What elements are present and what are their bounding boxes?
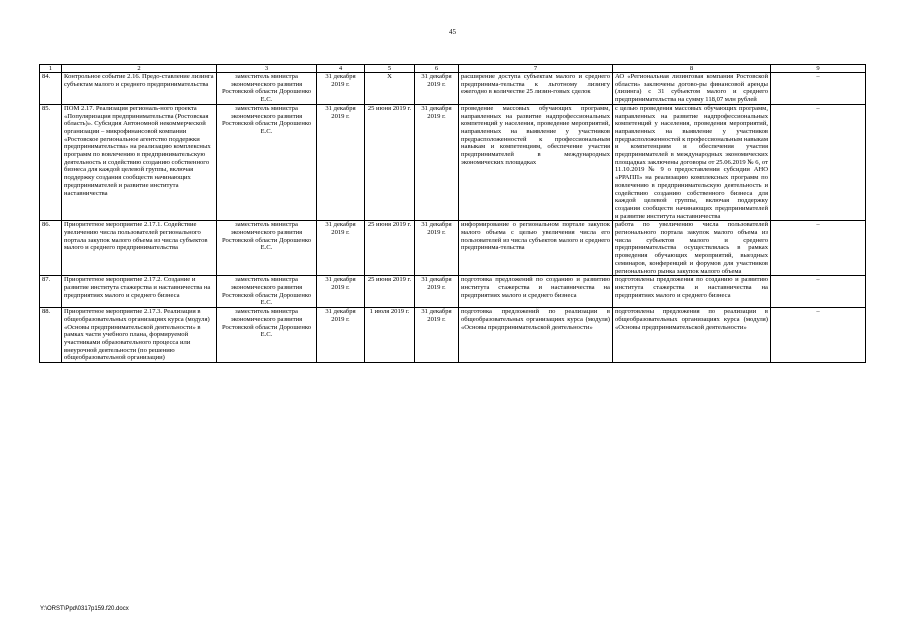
- plan-date: 31 декабря 2019 г.: [317, 73, 365, 105]
- row-number: 84.: [40, 73, 62, 105]
- plan-date: 31 декабря 2019 г.: [317, 308, 365, 363]
- row-number: 85.: [40, 104, 62, 221]
- plan-date: 31 декабря 2019 г.: [317, 221, 365, 276]
- table-row: [40, 308, 866, 363]
- start-date: 25 июня 2019 г.: [365, 276, 415, 308]
- end-date: 31 декабря 2019 г.: [415, 276, 459, 308]
- responsible-person: заместитель министра экономического развития Ростовской области Дорошенко Е.С.: [217, 276, 317, 308]
- plan-date: 31 декабря 2019 г.: [317, 104, 365, 221]
- actual-result: подготовлены предложения по реализации в общеобразовательных организациях курса (модуля) «Основы предпринимательской деятельности»: [613, 308, 771, 363]
- column-header: 6: [415, 65, 459, 73]
- row-number: 87.: [40, 276, 62, 308]
- responsible-person: заместитель министра экономического развития Ростовской области Дорошенко Е.С.: [217, 73, 317, 105]
- actual-result: с целью проведения массовых обучающих программ, направленных на развитие надпрофессиональных компетенций у населения, проведения мероприятий, направленных на выявление у участников предрасположенностей к профессиональным навыкам и компетенциям и обеспечения участия предпринимателей в международных экономических площадках заключены договоры от 25.06.2019 № 6, от 11.10.2019 № 9 о предоставлении субсидии АНО «РРАПП» на реализацию комплексных программ по вовлечению в предпринимательскую деятельность и содействию созданию собственного бизнеса для каждой целевой группы, включая поддержку создания сообществ начинающих предпринимателей и развитие института наставничества: [613, 104, 771, 221]
- event-name: Приоритетное мероприятие 2.17.3. Реализация в общеобразовательных организациях курса (модуля) «Основы предпринимательской деятельности» в рамках части учебного плана, формируемой участниками образовательного процесса или внеурочной деятельности (по решению общеобразовательной организации): [62, 308, 217, 363]
- actual-result: работа по увеличению числа пользователей регионального портала закупок малого объема из числа субъектов малого и среднего предпринимательства осуществлялась в рамках проведения обучающих мероприятий, выездных семинаров, конференций и форумов для участников регионального рынка закупок малого объема: [613, 221, 771, 276]
- end-date: 31 декабря 2019 г.: [415, 221, 459, 276]
- expected-result: подготовка предложений по реализации в общеобразовательных организациях курса (модуля) «Основы предпринимательской деятельности»: [459, 308, 613, 363]
- event-name: ПОМ 2.17. Реализация региональ-ного проекта «Популяризация предпринимательства (Ростовская область)». Субсидия Автономной некоммерческой организации – микрофинансовой компании «Ростовское региональное агентство поддержки предпринимательства» на реализацию комплексных программ по вовлечению в предпринимательскую деятельность и содействию созданию собственного бизнеса для каждой целевой группы, включая поддержку создания сообществ начинающих предпринимателей и развитие института наставничества: [62, 104, 217, 221]
- note: –: [771, 276, 866, 308]
- expected-result: информирование о региональном портале закупок малого объема с целью увеличения числа его пользователей из числа субъектов малого и среднего предпринима-тельства: [459, 221, 613, 276]
- start-date: 1 июля 2019 г.: [365, 308, 415, 363]
- column-header: 4: [317, 65, 365, 73]
- page-number: 45: [449, 28, 456, 36]
- actual-result: АО «Региональная лизинговая компания Ростовской области» заключены догово-ры финансовой аренды (лизинга) с 31 субъектом малого и среднего предпринимательства на сумму 118,07 млн рублей: [613, 73, 771, 105]
- start-date: 25 июня 2019 г.: [365, 221, 415, 276]
- responsible-person: заместитель министра экономического развития Ростовской области Дорошенко Е.С.: [217, 308, 317, 363]
- event-name: Приоритетное мероприятие 2.17.2. Создание и развитие института стажерства и наставничества на предприятиях малого и среднего бизнеса: [62, 276, 217, 308]
- end-date: 31 декабря 2019 г.: [415, 308, 459, 363]
- table-row: [40, 276, 866, 308]
- expected-result: расширение доступа субъектам малого и среднего предпринима-тельства к льготному лизингу ежегодно в количестве 25 лизин-говых сделок: [459, 73, 613, 105]
- column-header: 5: [365, 65, 415, 73]
- column-header: 8: [613, 65, 771, 73]
- expected-result: проведение массовых обучающих программ, направленных на развитие надпрофессиональных компетенций у населения, проведение мероприятий, направленных на выявление у участников предрасположенностей к профессиональным навыкам и компетенциям, обеспечение участия предпринимателей в международных экономических площадках: [459, 104, 613, 221]
- event-name: Контрольное событие 2.16. Предо-ставление лизинга субъектам малого и среднего предпринимательства: [62, 73, 217, 105]
- start-date: X: [365, 73, 415, 105]
- table-row: [40, 104, 866, 221]
- column-header: 1: [40, 65, 62, 73]
- column-header: 9: [771, 65, 866, 73]
- actual-result: подготовлены предложения по созданию и развитию института стажерства и наставничества на предприятиях малого и среднего бизнеса: [613, 276, 771, 308]
- event-name: Приоритетное мероприятие 2.17.1. Содействие увеличению числа пользователей регионального портала закупок малого объема из числа субъектов малого и среднего предпринимательства: [62, 221, 217, 276]
- column-number-row: [40, 65, 866, 73]
- responsible-person: заместитель министра экономического развития Ростовской области Дорошенко Е.С.: [217, 104, 317, 221]
- note: –: [771, 104, 866, 221]
- start-date: 25 июня 2019 г.: [365, 104, 415, 221]
- column-header: 2: [62, 65, 217, 73]
- plan-date: 31 декабря 2019 г.: [317, 276, 365, 308]
- expected-result: подготовка предложений по созданию и развитию института стажерства и наставничества на предприятиях малого и среднего бизнеса: [459, 276, 613, 308]
- row-number: 88.: [40, 308, 62, 363]
- end-date: 31 декабря 2019 г.: [415, 73, 459, 105]
- responsible-person: заместитель министра экономического развития Ростовской области Дорошенко Е.С.: [217, 221, 317, 276]
- note: –: [771, 308, 866, 363]
- report-table: [39, 64, 866, 363]
- column-header: 3: [217, 65, 317, 73]
- row-number: 86.: [40, 221, 62, 276]
- note: –: [771, 73, 866, 105]
- note: –: [771, 221, 866, 276]
- table-row: [40, 73, 866, 105]
- file-path-footer: Y:\ORST\Ppd\0317p159.f20.docx: [40, 606, 129, 612]
- end-date: 31 декабря 2019 г.: [415, 104, 459, 221]
- table-row: [40, 221, 866, 276]
- column-header: 7: [459, 65, 613, 73]
